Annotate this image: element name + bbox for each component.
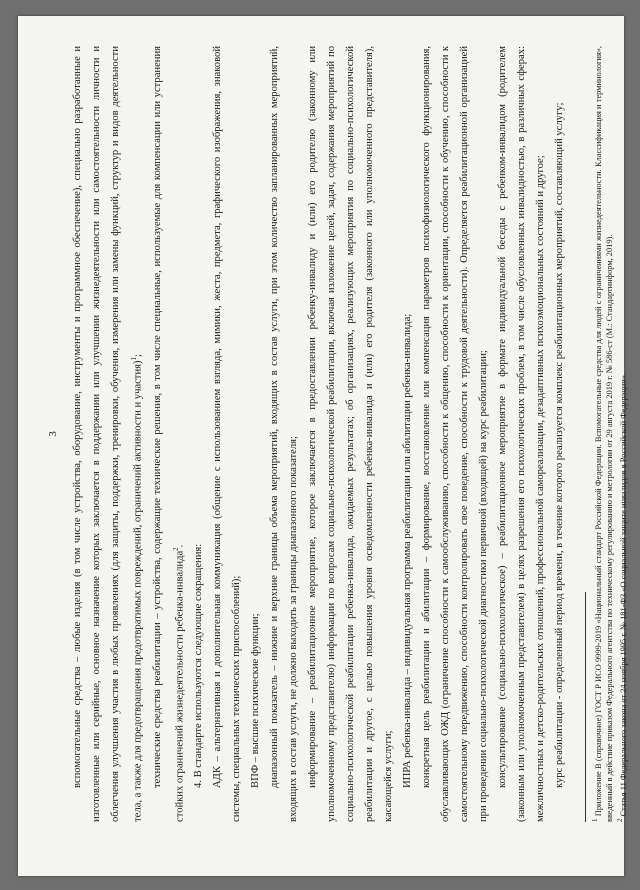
- paragraph-consulting: консультирование (социально-психологическое) – реабилитационное мероприятие в формате индивидуальной беседы с ребенком-инвалидом (родителем (законным или уполномоченным представителем) в целях разрешения его психологических проблем, в том числе обусловленных инвалидностью, в различных сферах: межличностных и детско-родительских отношений, профессиональной самореализации, дезадаптивных психоэмоциональных состояний и другое;: [497, 46, 547, 822]
- paragraph-informing: информирование – реабилитационное мероприятие, которое заключается в предоставлении ребенку-инвалиду и (или) его родителю (законному или уполномоченному представителю) информации по вопросам социально-психологической реабилитации, включая изложение целей, задач, содержания мероприятий по социально-психологической реабилитации ребенка-инвалида, ожидаемых результатах; об организациях, реализующих мероприятия по социально-психологической реабилитации и другое, с целью повышения уровня осведомленности ребенка-инвалида и (или) его родителя (законного или уполномоченного представителя), касающейся услуги;: [307, 46, 395, 822]
- document-page: [18, 16, 628, 876]
- footnote-ref-1: 1: [130, 356, 138, 361]
- page-number: 3: [47, 431, 59, 437]
- footnote-separator: [585, 592, 586, 822]
- paragraph-specific-goal: конкретная цель реабилитации и абилитации – формирование, восстановление или компенсация параметров психофизиологического функционирования, обуславливающих ОЖД (ограничение способности к самообслуживанию, способности к общению, способности к ориентации, способности к обучению, способности к самостоятельному передвижению, способности контролировать свое поведение, способности к трудовой деятельности). Определяется реабилитационной организацией при проведении социально-психологической диагностики первичной (входящей) на курс реабилитации;: [421, 46, 490, 822]
- footnote-ref-2: 2: [171, 547, 180, 551]
- footnote-2: $^2$ Статья 11 Федерального закона от 24 ноября 1995 г. № 181-ФЗ «О социальной защите инвалидов в Российской Федерации».: [615, 372, 628, 822]
- footnote-1: $^1$ Приложение В (справочное) ГОСТ Р ИСО 9999-2019 «Национальный стандарт Российской Федерации. Вспомогательные средства для людей с ограничениями жизнедеятельности. Классификация и терминология», введенный в действие приказом Федерального агентства по техническому регулированию и метрологии от 29 августа 2019 г. № 586-ст (М.: Стандартинформ, 2019).: [591, 46, 614, 822]
- paragraph-adk: АДК – альтернативная и дополнительная коммуникация (общение с использованием взгляда, мимики, жеста, предмета, графического изображения, знаковой системы, специальных технических приспособлений);: [212, 46, 243, 822]
- paragraph-assistive-products: вспомогательные средства – любые изделия (в том числе устройства, оборудование, инструменты и программное обеспечение), специально разработанные и изготовленные или серийные, основное назначение которых заключается в поддержании или улучшении жизнедеятельности или самостоятельности личности и облегчения улучшения участия в любых проявлениях (для защиты, поддержки, тренировки, обучения, измерения или замены функций, структур и видов деятельности тела, а также для предотвращения предотвратимых повреждений, ограничений активности и участия)$^1$;: [72, 46, 144, 822]
- paragraph-ipra: ИПРА ребенка-инвалида – индивидуальная программа реабилитации или абилитации ребенка-инвалида;: [402, 313, 414, 788]
- paragraph-vpf: ВПФ – высшие психические функции;: [250, 613, 262, 788]
- paragraph-rehab-course: курс реабилитации - определенный период времени, в течение которого реализуется комплекс реабилитационных мероприятий, составляющий услугу;: [554, 102, 566, 788]
- paragraph-technical-means: технические средства реабилитации – устройства, содержащие технические решения, в том числе специальные, используемые для компенсации или устранения стойких ограничений жизнедеятельности ребенка-инвалида$^2$.: [151, 46, 186, 822]
- rotated-page-content: [18, 16, 628, 876]
- paragraph-abbreviations-intro: 4. В стандарте используются следующие сокращения:: [193, 543, 205, 788]
- paragraph-range-indicator: диапазонный показатель – нижние и верхние границы объема мероприятий, входящих в состав услуги, при этом количество запланированных мероприятий, входящих в состав услуги, не должно выходить за границы диапазонного показателя;: [269, 46, 300, 822]
